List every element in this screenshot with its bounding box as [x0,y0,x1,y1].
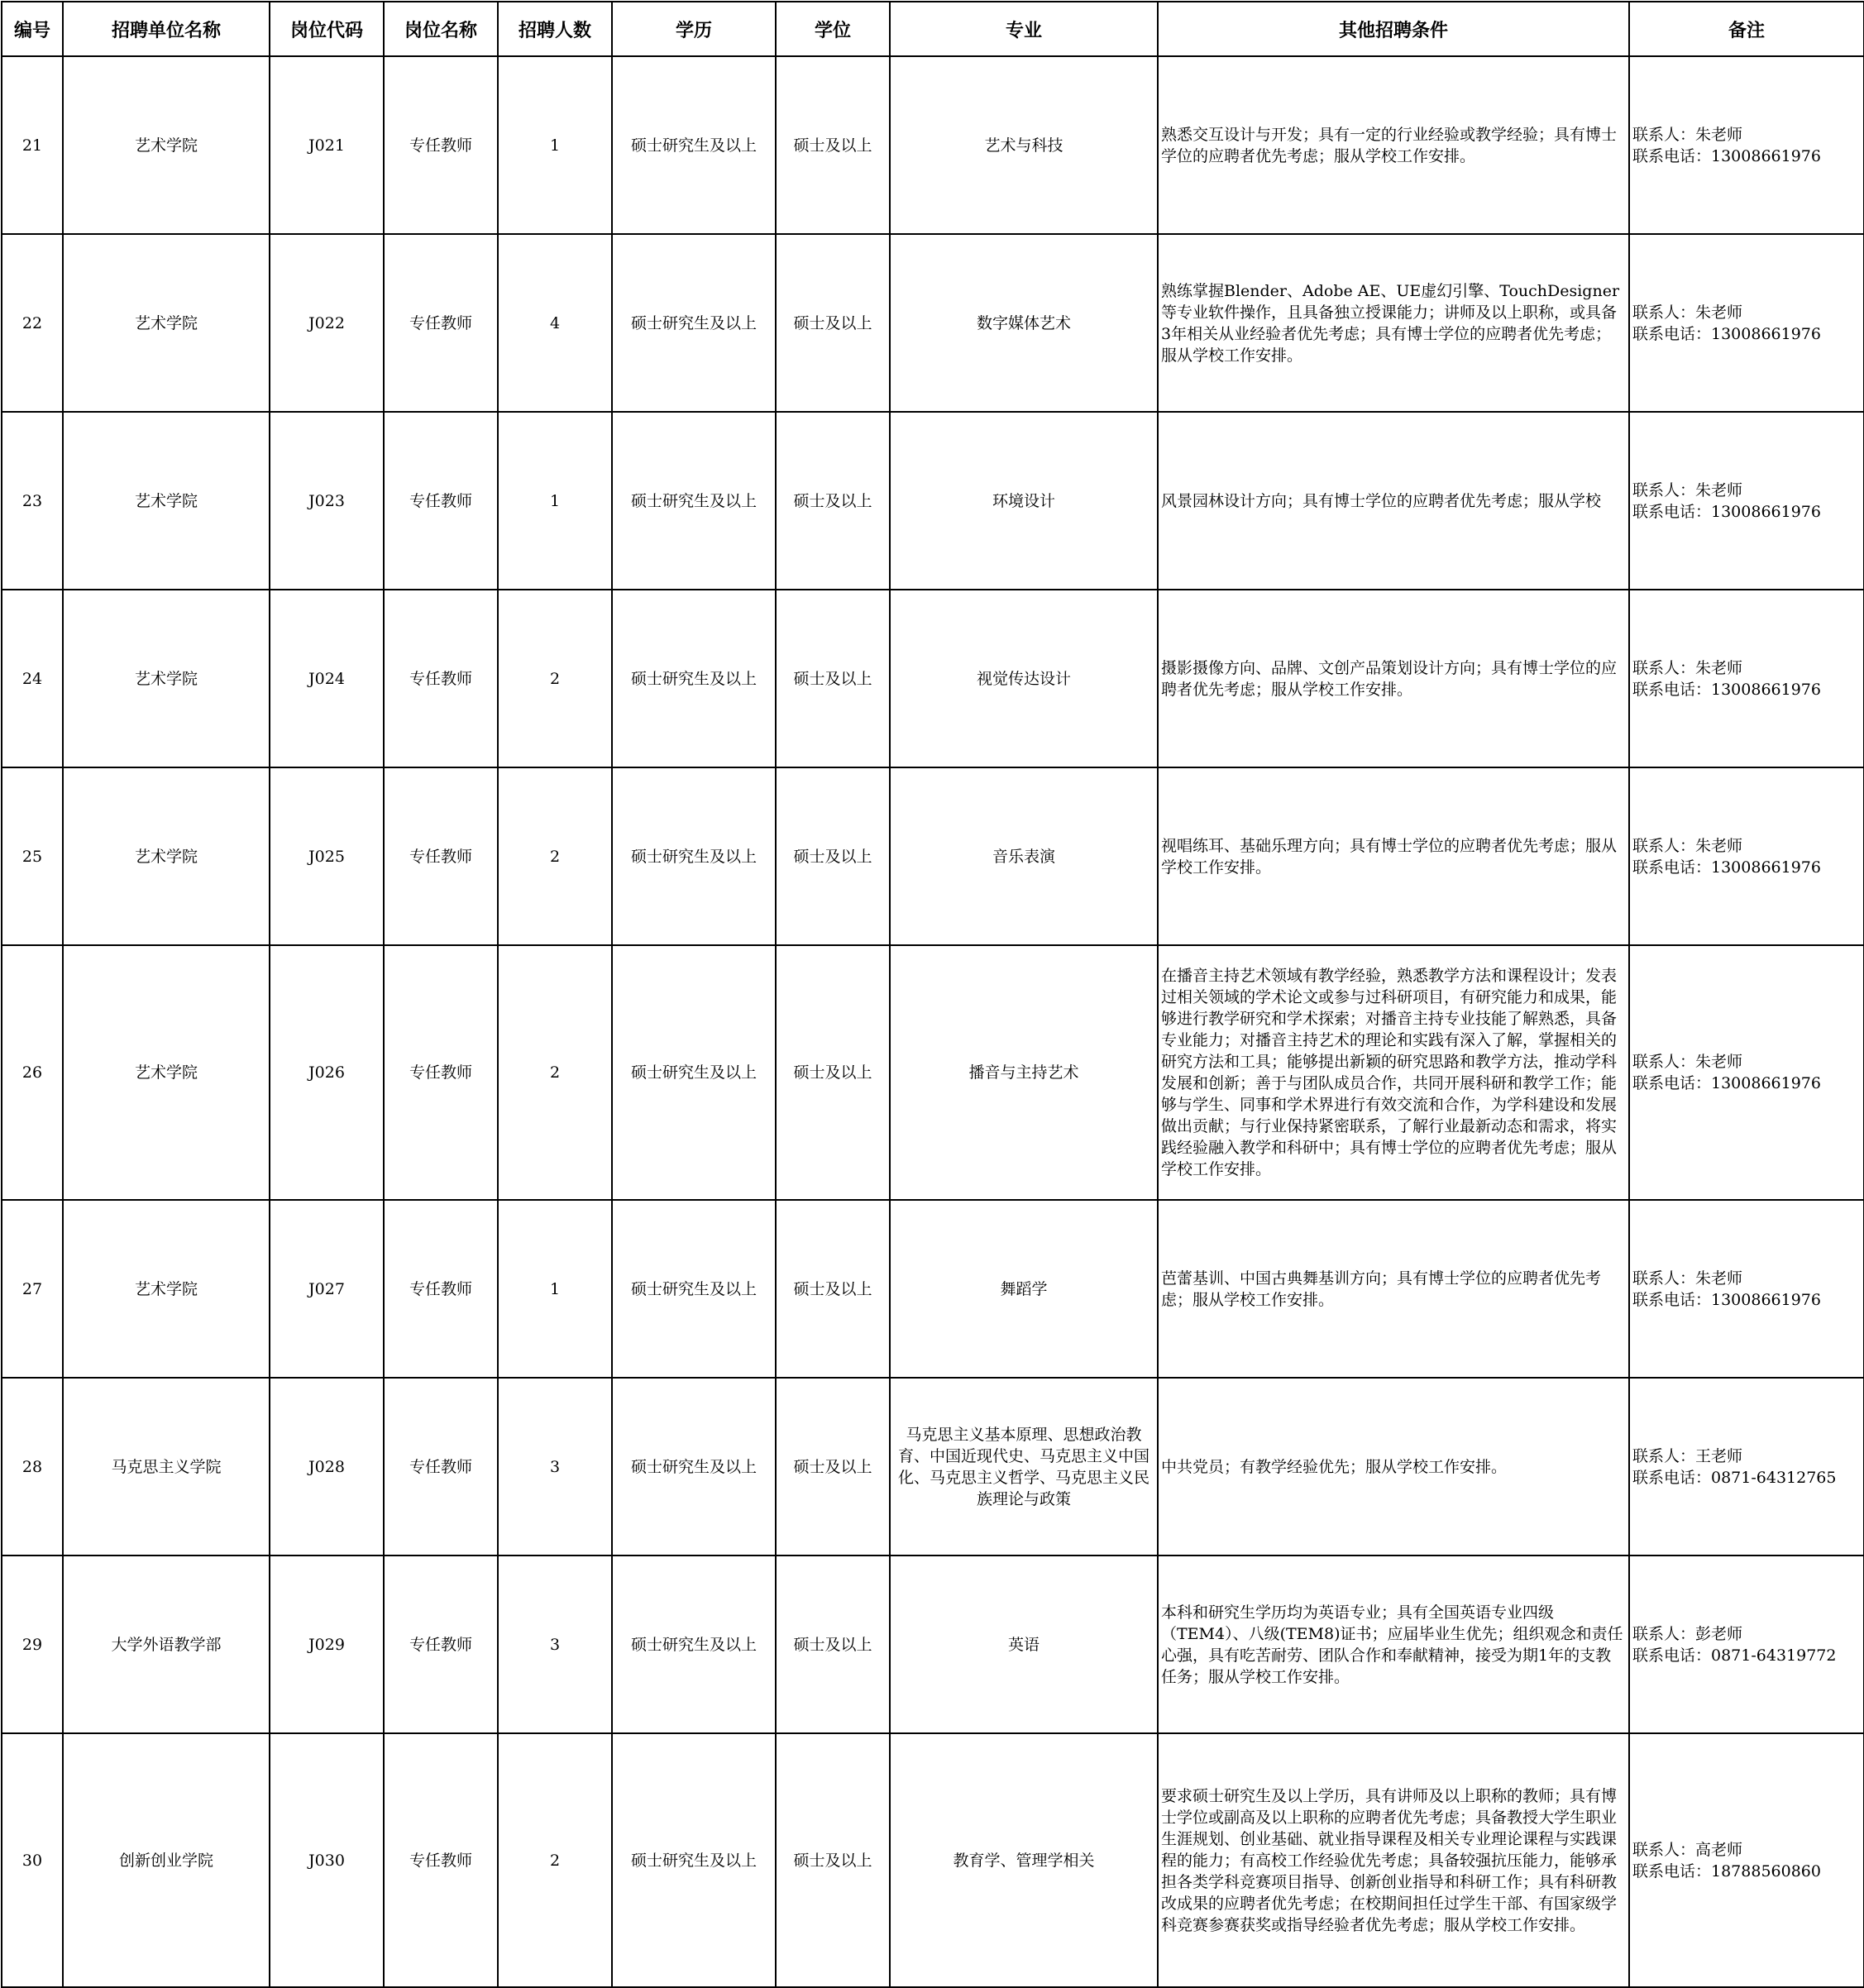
cell-count: 4 [498,234,612,412]
contact-phone: 联系电话：13008661976 [1632,680,1821,699]
cell-degree: 硕士及以上 [776,590,890,767]
contact-person: 联系人：高老师 [1632,1840,1743,1859]
cell-no: 28 [2,1378,63,1556]
table-row [2,945,1864,1200]
contact-person: 联系人：朱老师 [1632,303,1743,322]
header-row [2,2,1864,56]
header-major: 专业 [890,2,1158,56]
header-code: 岗位代码 [270,2,384,56]
cell-count: 2 [498,945,612,1200]
cell-education: 硕士研究生及以上 [612,412,776,590]
contact-phone: 联系电话：0871-64312765 [1632,1468,1837,1487]
cell-education: 硕士研究生及以上 [612,1200,776,1378]
cell-degree: 硕士及以上 [776,1200,890,1378]
contact-phone: 联系电话：13008661976 [1632,324,1821,343]
cell-conditions: 中共党员；有教学经验优先；服从学校工作安排。 [1158,1378,1629,1556]
cell-education: 硕士研究生及以上 [612,1556,776,1733]
contact-person: 联系人：朱老师 [1632,480,1743,499]
header-no: 编号 [2,2,63,56]
cell-remark [1629,945,1864,1200]
cell-major: 英语 [890,1556,1158,1733]
cell-education: 硕士研究生及以上 [612,1733,776,1987]
cell-code: J029 [270,1556,384,1733]
recruitment-table [1,1,1864,1988]
contact-person: 联系人：朱老师 [1632,125,1743,144]
cell-no: 24 [2,590,63,767]
cell-remark [1629,234,1864,412]
contact-person: 联系人：朱老师 [1632,1053,1743,1071]
cell-no: 29 [2,1556,63,1733]
cell-conditions: 芭蕾基训、中国古典舞基训方向；具有博士学位的应聘者优先考虑；服从学校工作安排。 [1158,1200,1629,1378]
cell-unit: 艺术学院 [63,412,270,590]
cell-count: 2 [498,1733,612,1987]
cell-conditions: 在播音主持艺术领域有教学经验，熟悉教学方法和课程设计；发表过相关领域的学术论文或参与过科研项目，有研究能力和成果，能够进行教学研究和学术探索；对播音主持专业技能了解熟悉，具备专业能力；对播音主持艺术的理论和实践有深入了解，掌握相关的研究方法和工具；能够提出新颖的研究思路和教学方法，推动学科发展和创新；善于与团队成员合作，共同开展科研和教学工作；能够与学生、同事和学术界进行有效交流和合作，为学科建设和发展做出贡献；与行业保持紧密联系，了解行业最新动态和需求，将实践经验融入教学和科研中；具有博士学位的应聘者优先考虑；服从学校工作安排。 [1158,945,1629,1200]
cell-post: 专任教师 [384,590,498,767]
cell-conditions: 摄影摄像方向、品牌、文创产品策划设计方向；具有博士学位的应聘者优先考虑；服从学校工作安排。 [1158,590,1629,767]
cell-degree: 硕士及以上 [776,234,890,412]
cell-degree: 硕士及以上 [776,412,890,590]
cell-unit: 马克思主义学院 [63,1378,270,1556]
contact-person: 联系人：王老师 [1632,1446,1743,1465]
cell-code: J021 [270,56,384,234]
cell-major: 播音与主持艺术 [890,945,1158,1200]
cell-remark [1629,56,1864,234]
cell-major: 艺术与科技 [890,56,1158,234]
cell-post: 专任教师 [384,412,498,590]
cell-count: 1 [498,412,612,590]
table-row [2,1378,1864,1556]
cell-count: 1 [498,56,612,234]
cell-count: 3 [498,1556,612,1733]
cell-no: 23 [2,412,63,590]
cell-code: J030 [270,1733,384,1987]
cell-education: 硕士研究生及以上 [612,945,776,1200]
cell-unit: 大学外语教学部 [63,1556,270,1733]
cell-count: 1 [498,1200,612,1378]
header-count: 招聘人数 [498,2,612,56]
cell-code: J026 [270,945,384,1200]
cell-code: J028 [270,1378,384,1556]
cell-major: 马克思主义基本原理、思想政治教育、中国近现代史、马克思主义中国化、马克思主义哲学、马克思主义民族理论与政策 [890,1378,1158,1556]
table-row [2,767,1864,945]
cell-post: 专任教师 [384,56,498,234]
cell-no: 25 [2,767,63,945]
cell-education: 硕士研究生及以上 [612,1378,776,1556]
contact-person: 联系人：朱老师 [1632,1269,1743,1288]
table-row [2,412,1864,590]
cell-education: 硕士研究生及以上 [612,56,776,234]
cell-unit: 艺术学院 [63,590,270,767]
cell-post: 专任教师 [384,1556,498,1733]
cell-conditions: 本科和研究生学历均为英语专业；具有全国英语专业四级（TEM4）、八级(TEM8)证书；应届毕业生优先；组织观念和责任心强，具有吃苦耐劳、团队合作和奉献精神，接受为期1年的支教任务；服从学校工作安排。 [1158,1556,1629,1733]
cell-unit: 艺术学院 [63,56,270,234]
cell-post: 专任教师 [384,1378,498,1556]
cell-post: 专任教师 [384,1733,498,1987]
cell-unit: 创新创业学院 [63,1733,270,1987]
contact-phone: 联系电话：13008661976 [1632,1290,1821,1309]
table-row [2,1200,1864,1378]
cell-conditions: 熟悉交互设计与开发；具有一定的行业经验或教学经验；具有博士学位的应聘者优先考虑；服从学校工作安排。 [1158,56,1629,234]
cell-code: J024 [270,590,384,767]
cell-degree: 硕士及以上 [776,1733,890,1987]
table-row [2,1556,1864,1733]
cell-count: 2 [498,590,612,767]
cell-degree: 硕士及以上 [776,945,890,1200]
cell-count: 2 [498,767,612,945]
cell-no: 22 [2,234,63,412]
table-row [2,56,1864,234]
cell-major: 音乐表演 [890,767,1158,945]
cell-unit: 艺术学院 [63,234,270,412]
cell-degree: 硕士及以上 [776,767,890,945]
header-unit: 招聘单位名称 [63,2,270,56]
cell-count: 3 [498,1378,612,1556]
cell-remark [1629,1556,1864,1733]
cell-remark [1629,590,1864,767]
contact-phone: 联系电话：13008661976 [1632,146,1821,165]
cell-no: 26 [2,945,63,1200]
cell-conditions: 熟练掌握Blender、Adobe AE、UE虚幻引擎、TouchDesigner 等专业软件操作，且具备独立授课能力；讲师及以上职称，或具备3年相关从业经验者优先考虑；具有博士学位的应聘者优先考虑；服从学校工作安排。 [1158,234,1629,412]
contact-phone: 联系电话：13008661976 [1632,858,1821,877]
cell-major: 舞蹈学 [890,1200,1158,1378]
cell-post: 专任教师 [384,234,498,412]
cell-education: 硕士研究生及以上 [612,767,776,945]
table-row [2,234,1864,412]
cell-unit: 艺术学院 [63,767,270,945]
cell-no: 30 [2,1733,63,1987]
cell-code: J025 [270,767,384,945]
cell-code: J027 [270,1200,384,1378]
cell-major: 环境设计 [890,412,1158,590]
contact-phone: 联系电话：13008661976 [1632,502,1821,521]
header-conditions: 其他招聘条件 [1158,2,1629,56]
cell-code: J022 [270,234,384,412]
cell-remark [1629,1733,1864,1987]
cell-no: 27 [2,1200,63,1378]
cell-post: 专任教师 [384,945,498,1200]
cell-post: 专任教师 [384,1200,498,1378]
contact-phone: 联系电话：18788560860 [1632,1861,1821,1880]
cell-education: 硕士研究生及以上 [612,234,776,412]
contact-person: 联系人：朱老师 [1632,836,1743,855]
cell-degree: 硕士及以上 [776,56,890,234]
table-row [2,1733,1864,1987]
cell-major: 视觉传达设计 [890,590,1158,767]
cell-major: 教育学、管理学相关 [890,1733,1158,1987]
cell-conditions: 风景园林设计方向；具有博士学位的应聘者优先考虑；服从学校 [1158,412,1629,590]
cell-no: 21 [2,56,63,234]
contact-phone: 联系电话：13008661976 [1632,1074,1821,1092]
header-post: 岗位名称 [384,2,498,56]
cell-unit: 艺术学院 [63,1200,270,1378]
cell-post: 专任教师 [384,767,498,945]
cell-major: 数字媒体艺术 [890,234,1158,412]
cell-unit: 艺术学院 [63,945,270,1200]
contact-person: 联系人：朱老师 [1632,658,1743,677]
header-education: 学历 [612,2,776,56]
header-degree: 学位 [776,2,890,56]
cell-degree: 硕士及以上 [776,1378,890,1556]
cell-code: J023 [270,412,384,590]
cell-conditions: 视唱练耳、基础乐理方向；具有博士学位的应聘者优先考虑；服从学校工作安排。 [1158,767,1629,945]
cell-remark [1629,1378,1864,1556]
cell-remark [1629,412,1864,590]
table-row [2,590,1864,767]
contact-person: 联系人：彭老师 [1632,1624,1743,1643]
cell-degree: 硕士及以上 [776,1556,890,1733]
contact-phone: 联系电话：0871-64319772 [1632,1646,1837,1665]
cell-conditions: 要求硕士研究生及以上学历，具有讲师及以上职称的教师；具有博士学位或副高及以上职称的应聘者优先考虑；具备教授大学生职业生涯规划、创业基础、就业指导课程及相关专业理论课程与实践课程的能力；有高校工作经验优先考虑；具备较强抗压能力，能够承担各类学科竞赛项目指导、创新创业指导和科研工作；具有科研教改成果的应聘者优先考虑；在校期间担任过学生干部、有国家级学科竞赛参赛获奖或指导经验者优先考虑；服从学校工作安排。 [1158,1733,1629,1987]
header-remark: 备注 [1629,2,1864,56]
cell-remark [1629,1200,1864,1378]
cell-education: 硕士研究生及以上 [612,590,776,767]
cell-remark [1629,767,1864,945]
